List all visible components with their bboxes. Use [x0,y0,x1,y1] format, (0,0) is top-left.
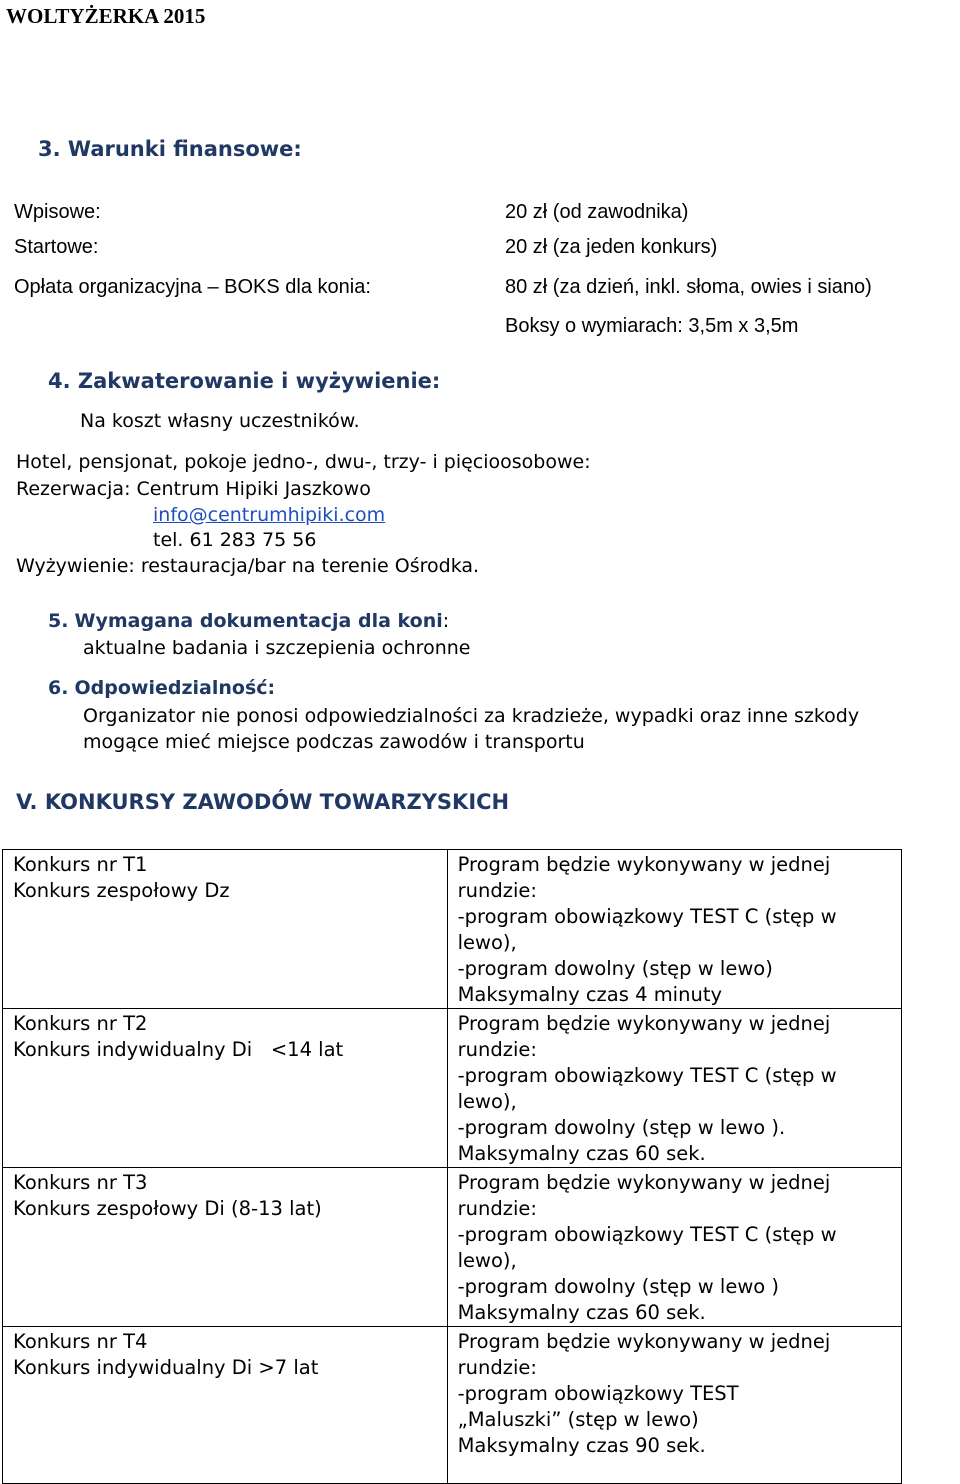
fee-value-startowe: 20 zł (za jeden konkurs) [505,236,718,258]
hotel-info-line: Hotel, pensjonat, pokoje jedno-, dwu-, trzy- i pięcioosobowe: [16,451,591,473]
competition-program-cell [447,850,901,1009]
reservation-line: Rezerwacja: Centrum Hipiki Jaszkowo [16,478,371,500]
fee-label-startowe: Startowe: [14,236,99,258]
competition-program-line: Program będzie wykonywany w jednej [457,853,831,876]
competition-row [3,850,902,1009]
competition-program-line: lewo), [457,1090,517,1113]
competition-program-line: Program będzie wykonywany w jednej [457,1171,831,1194]
competition-name: Konkurs indywidualny Di >7 lat [13,1356,319,1379]
competition-row [3,1327,902,1484]
competition-program-line: Maksymalny czas 60 sek. [457,1142,706,1165]
competition-program-line: -program dowolny (stęp w lewo ). [457,1116,786,1139]
competition-number: Konkurs nr T1 [13,853,148,876]
section-5-heading [48,610,449,632]
competition-program-line: rundzie: [457,1197,537,1220]
section-6-number: 6. [48,677,69,699]
competition-program-line: lewo), [457,1249,517,1272]
box-dimensions-note: Boksy o wymiarach: 3,5m x 3,5m [505,315,799,337]
section-5-colon: : [442,610,450,632]
competition-program-cell [447,1327,901,1484]
section-5-title: Wymagana dokumentacja dla koni [74,610,443,632]
competition-number: Konkurs nr T2 [13,1012,148,1035]
competition-program-line: -program obowiązkowy TEST C (stęp w [457,1223,837,1246]
competition-program-line: rundzie: [457,879,537,902]
competition-program-line: Program będzie wykonywany w jednej [457,1012,831,1035]
competition-program-line: -program obowiązkowy TEST C (stęp w [457,905,837,928]
document-header-title: WOLTYŻERKA 2015 [6,4,206,28]
competition-program-line: -program obowiązkowy TEST [457,1382,739,1405]
competition-program-cell [447,1168,901,1327]
section-4-heading: 4. Zakwaterowanie i wyżywienie: [48,369,441,393]
food-info-line: Wyżywienie: restauracja/bar na terenie Ośrodka. [16,555,480,577]
fee-label-boks: Opłata organizacyjna – BOKS dla konia: [14,276,371,298]
reservation-email-link[interactable]: info@centrumhipiki.com [153,504,386,526]
competition-program-line: rundzie: [457,1356,537,1379]
section-6-text-line-2: mogące mieć miejsce podczas zawodów i transportu [83,731,585,753]
competition-name: Konkurs indywidualny Di <14 lat [13,1038,344,1061]
fee-label-wpisowe: Wpisowe: [14,201,101,223]
competition-name: Konkurs zespołowy Dz [13,879,230,902]
section-6-title: Odpowiedzialność: [74,677,276,699]
competition-number: Konkurs nr T4 [13,1330,148,1353]
fee-value-boks: 80 zł (za dzień, inkl. słoma, owies i siano) [505,276,872,298]
competition-name-cell [3,850,448,1009]
reservation-phone: tel. 61 283 75 56 [153,529,317,551]
competition-program-line: Maksymalny czas 90 sek. [457,1434,706,1457]
section-6-heading [48,677,275,699]
competition-row [3,1168,902,1327]
competition-number: Konkurs nr T3 [13,1171,148,1194]
competition-program-line: lewo), [457,931,517,954]
competition-program-line: -program dowolny (stęp w lewo) [457,957,773,980]
competitions-table [2,849,902,1484]
section-5-number: 5. [48,610,69,632]
competition-program-line: Maksymalny czas 4 minuty [457,983,723,1006]
competition-program-line: Maksymalny czas 60 sek. [457,1301,706,1324]
competition-program-line: -program dowolny (stęp w lewo ) [457,1275,780,1298]
competition-name-cell [3,1168,448,1327]
competition-name: Konkurs zespołowy Di (8-13 lat) [13,1197,322,1220]
competition-program-line: rundzie: [457,1038,537,1061]
accommodation-cost-note: Na koszt własny uczestników. [80,410,360,432]
section-v-heading: V. KONKURSY ZAWODÓW TOWARZYSKICH [16,790,510,814]
section-6-text-line-1: Organizator nie ponosi odpowiedzialności za kradzieże, wypadki oraz inne szkody [83,705,860,727]
competition-program-line: „Maluszki” (stęp w lewo) [457,1408,699,1431]
competition-program-line: Program będzie wykonywany w jednej [457,1330,831,1353]
competition-program-line: -program obowiązkowy TEST C (stęp w [457,1064,837,1087]
competition-row [3,1009,902,1168]
fee-value-wpisowe: 20 zł (od zawodnika) [505,201,689,223]
competition-name-cell [3,1009,448,1168]
competition-program-cell [447,1009,901,1168]
section-5-text: aktualne badania i szczepienia ochronne [83,637,471,659]
competition-name-cell [3,1327,448,1484]
section-3-heading: 3. Warunki finansowe: [38,137,302,161]
